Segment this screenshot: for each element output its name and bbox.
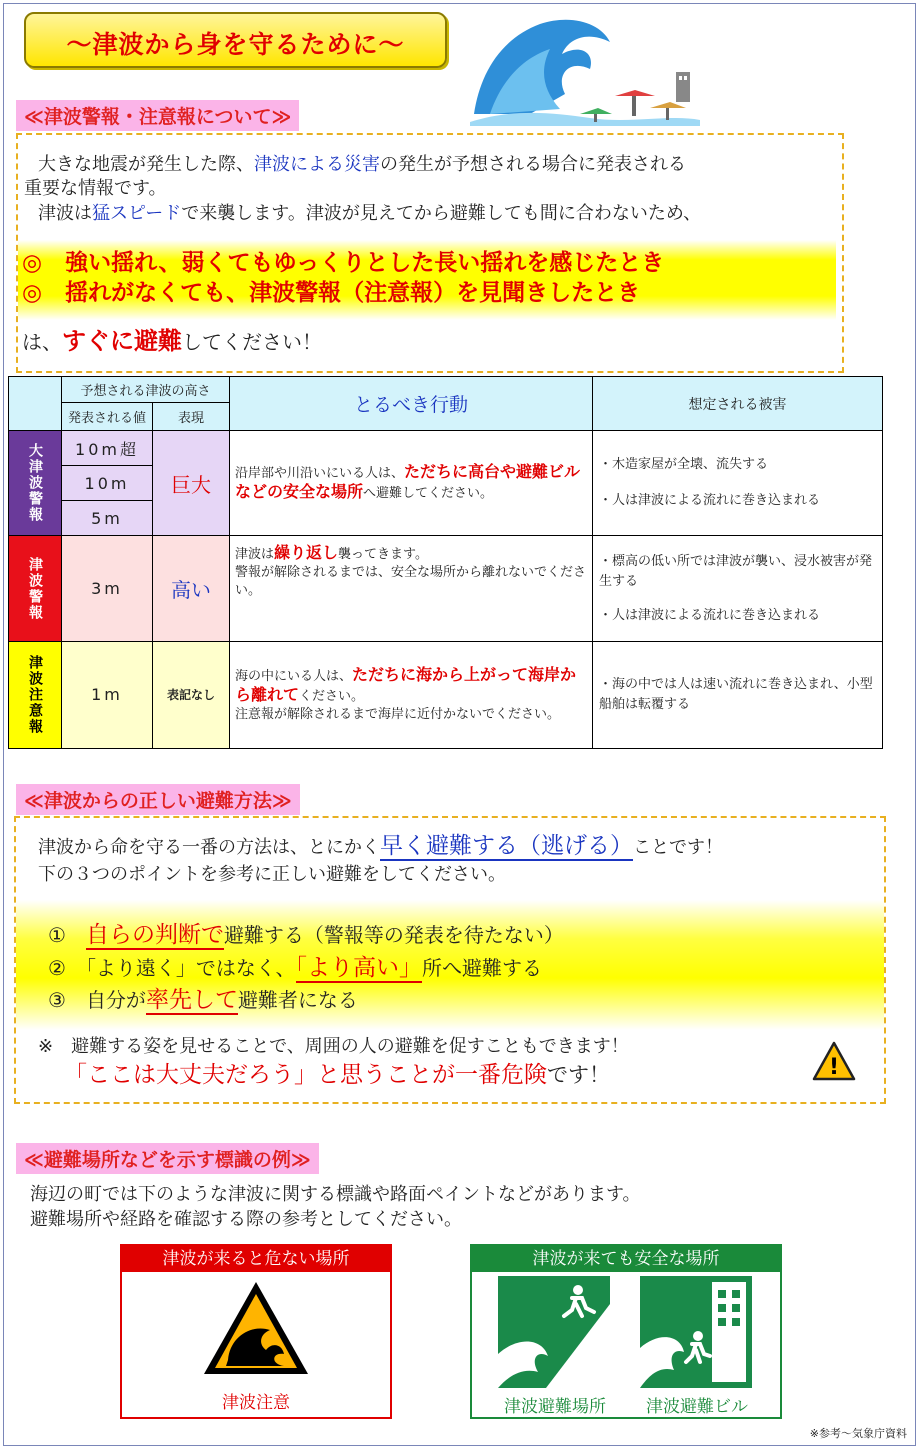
paragraph-1-line-1: 大きな地震が発生した際、津波による災害の発生が予想される場合に発表される bbox=[38, 154, 686, 175]
danger-sign-label: 津波注意 bbox=[222, 1393, 290, 1413]
row-advisory-label: 津波注意報 bbox=[9, 641, 62, 748]
evacuate-now-line: は、すぐに避難してください！ bbox=[22, 327, 322, 355]
header-expression: 表現 bbox=[153, 403, 230, 431]
row-major-warning-label: 大津波警報 bbox=[9, 431, 62, 536]
danger-sign-card bbox=[120, 1244, 392, 1419]
tsunami-wave-illustration bbox=[470, 14, 700, 126]
action-advisory: 海の中にいる人は、ただちに海から上がって海岸から離れてください。 注意報が解除されるまで海岸に近付かないでください。 bbox=[230, 641, 593, 748]
signs-line-2: 避難場所や経路を確認する際の参考としてください。 bbox=[30, 1209, 462, 1230]
header-damage: 想定される被害 bbox=[593, 377, 883, 431]
section-heading-evacuation: ≪津波からの正しい避難方法≫ bbox=[16, 784, 300, 815]
value-5m: 5m bbox=[62, 501, 153, 536]
note-line: ※ 避難する姿を見せることで、周囲の人の避難を促すこともできます！ bbox=[38, 1036, 629, 1057]
footer-source: ※参考～気象庁資料 bbox=[809, 1427, 907, 1440]
header-value: 発表される値 bbox=[62, 403, 153, 431]
tsunami-caution-icon bbox=[200, 1278, 312, 1378]
table-corner-cell bbox=[9, 377, 62, 431]
danger-sign-heading: 津波が来ると危ない場所 bbox=[122, 1246, 390, 1272]
paragraph-2: 津波は猛スピードで来襲します。津波が見えてから避難しても間に合わないため、 bbox=[38, 203, 702, 224]
value-3m: 3m bbox=[62, 536, 153, 641]
point-3: ③ 自分が率先して避難者になる bbox=[48, 987, 358, 1013]
evacuation-line-2: 下の３つのポイントを参考に正しい避難をしてください。 bbox=[38, 864, 506, 885]
safe-sign-label-building: 津波避難ビル bbox=[646, 1397, 748, 1417]
expression-huge: 巨大 bbox=[153, 431, 230, 536]
action-warning: 津波は繰り返し襲ってきます。 警報が解除されるまでは、安全な場所から離れないでください。 bbox=[230, 536, 593, 641]
warning-triangle-icon bbox=[812, 1041, 856, 1081]
row-warning-label: 津波警報 bbox=[9, 536, 62, 641]
expression-high: 高い bbox=[153, 536, 230, 641]
evacuation-line-1: 津波から命を守る一番の方法は、とにかく早く避難する（逃げる）ことです！ bbox=[38, 833, 723, 859]
tsunami-warning-table bbox=[8, 376, 883, 749]
page-title: ～津波から身を守るために～ bbox=[24, 12, 447, 68]
condition-2: ◎ 揺れがなくても、津波警報（注意報）を見聞きしたとき bbox=[22, 280, 641, 306]
header-action: とるべき行動 bbox=[230, 377, 593, 431]
condition-1: ◎ 強い揺れ、弱くてもゆっくりとした長い揺れを感じたとき bbox=[22, 250, 665, 276]
evacuation-area-icon bbox=[498, 1276, 610, 1388]
safe-sign-label-area: 津波避難場所 bbox=[504, 1397, 606, 1417]
damage-warning: ・標高の低い所では津波が襲い、浸水被害が発生する ・人は津波による流れに巻き込まれる bbox=[593, 536, 883, 641]
danger-warning-line: 「ここは大丈夫だろう」と思うことが一番危険です！ bbox=[64, 1062, 610, 1088]
damage-major: ・木造家屋が全壊、流失する ・人は津波による流れに巻き込まれる bbox=[593, 431, 883, 536]
damage-advisory: ・海の中では人は速い流れに巻き込まれ、小型船舶は転覆する bbox=[593, 641, 883, 748]
point-1: ① 自らの判断で避難する（警報等の発表を待たない） bbox=[48, 922, 564, 948]
safe-sign-heading: 津波が来ても安全な場所 bbox=[472, 1246, 780, 1272]
point-2: ② 「より遠く」ではなく、「より高い」所へ避難する bbox=[48, 955, 543, 981]
svg-text:!: ! bbox=[828, 1055, 840, 1080]
evacuation-building-icon bbox=[640, 1276, 752, 1388]
value-1m: 1m bbox=[62, 641, 153, 748]
value-10m-plus: 10m超 bbox=[62, 431, 153, 466]
header-height: 予想される津波の高さ bbox=[62, 377, 230, 403]
section-heading-warnings: ≪津波警報・注意報について≫ bbox=[16, 100, 299, 131]
action-major: 沿岸部や川沿いにいる人は、ただちに高台や避難ビルなどの安全な場所へ避難してください。 bbox=[230, 431, 593, 536]
paragraph-1-line-2: 重要な情報です。 bbox=[24, 178, 167, 199]
value-10m: 10m bbox=[62, 466, 153, 501]
section-heading-signs: ≪避難場所などを示す標識の例≫ bbox=[16, 1143, 319, 1174]
signs-line-1: 海辺の町では下のような津波に関する標識や路面ペイントなどがあります。 bbox=[30, 1184, 641, 1205]
expression-none: 表記なし bbox=[153, 641, 230, 748]
safe-sign-card bbox=[470, 1244, 782, 1419]
